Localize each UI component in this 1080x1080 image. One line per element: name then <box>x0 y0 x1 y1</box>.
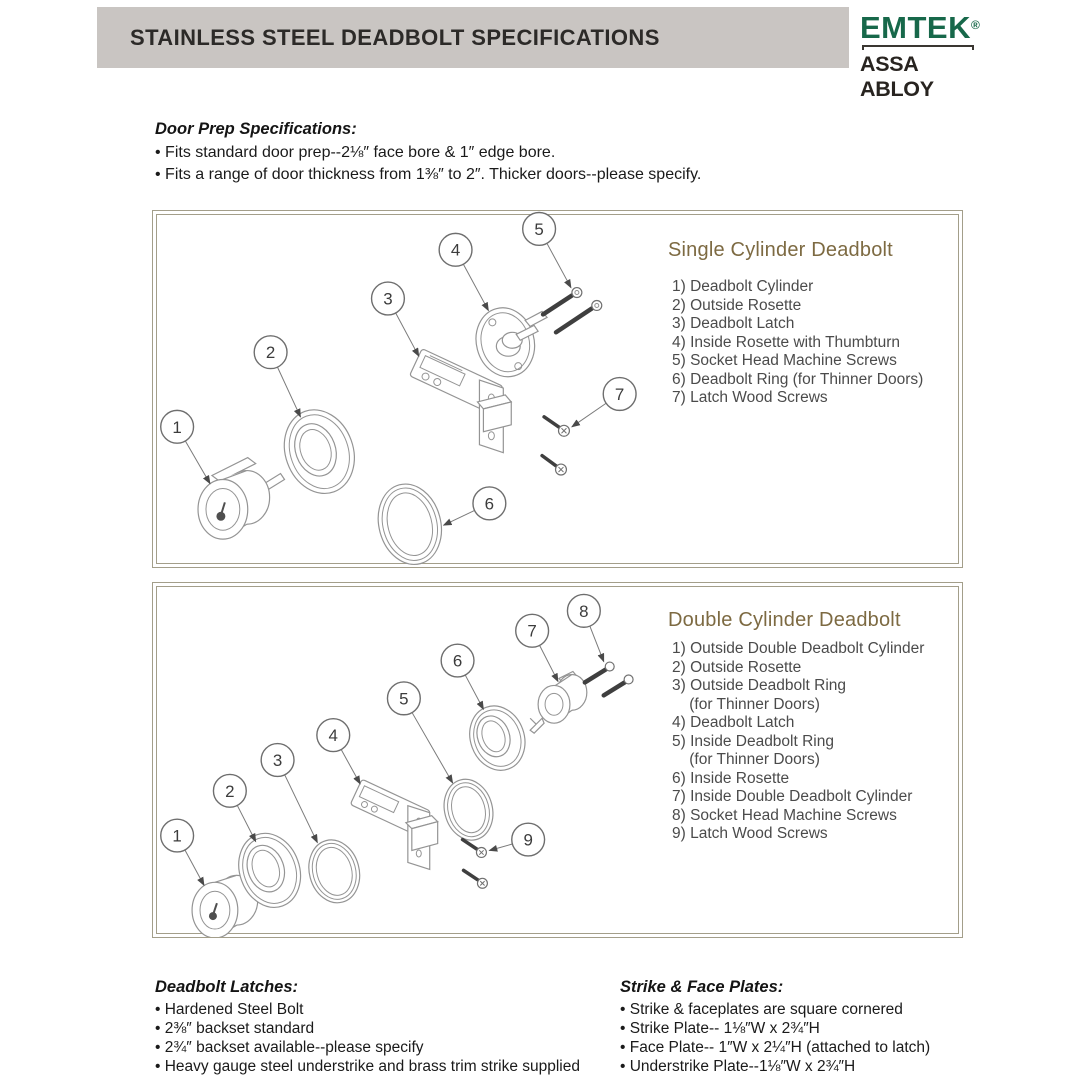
deadbolt-latches-heading: Deadbolt Latches: <box>155 978 299 996</box>
outside-rosette <box>273 400 366 503</box>
callout-leader-line <box>444 510 475 525</box>
callout-number: 8 <box>579 601 589 621</box>
list-line: 7) Latch Wood Screws <box>672 389 828 406</box>
door-prep-bullets <box>155 142 701 186</box>
list-line: 7) Inside Double Deadbolt Cylinder <box>672 788 913 805</box>
list-line: (for Thinner Doors) <box>672 695 820 713</box>
deadbolt-latch <box>350 779 437 869</box>
inside-double-cylinder <box>530 672 587 734</box>
callout-leader-line <box>489 844 512 850</box>
list-line: 3) Deadbolt Latch <box>672 315 795 332</box>
list-line: 2) Outside Rosette <box>672 296 802 314</box>
page-title: STAINLESS STEEL DEADBOLT SPECIFICATIONS <box>130 24 660 50</box>
callout-number: 6 <box>452 651 463 671</box>
callout-leader-line <box>277 367 300 417</box>
deadbolt-latches-bullets <box>155 1000 580 1076</box>
list-line: • Hardened Steel Bolt <box>155 1001 304 1018</box>
callout-leader-line <box>285 775 318 843</box>
callout-leader-line <box>590 626 604 661</box>
outside-deadbolt-ring <box>302 834 366 908</box>
list-line: 4) Inside Rosette with Thumbturn <box>672 333 901 351</box>
inside-rosette-thumbturn <box>468 301 547 383</box>
strike-face-plates-bullets <box>620 1000 930 1076</box>
list-line: • Strike & faceplates are square cornered <box>620 1001 903 1018</box>
list-line: • Heavy gauge steel understrike and brass trim strike supplied <box>155 1058 580 1075</box>
list-line: 4) Deadbolt Latch <box>672 714 795 731</box>
list-line: 8) Socket Head Machine Screws <box>672 806 897 824</box>
callout-leader-line <box>463 264 488 310</box>
door-prep-section <box>155 120 701 186</box>
assa-abloy-text: ASSA ABLOY <box>860 52 934 101</box>
header-bar <box>97 7 849 68</box>
single-cylinder-legend <box>668 239 958 408</box>
callout-leader-line <box>341 750 360 784</box>
list-line: 5) Socket Head Machine Screws <box>672 352 897 369</box>
callout-number: 7 <box>614 384 625 404</box>
callout-number: 4 <box>328 726 338 746</box>
callout-leader-line <box>396 313 419 356</box>
callout-number: 3 <box>383 289 393 309</box>
logo-bracket <box>862 45 974 50</box>
double-cylinder-title: Double Cylinder Deadbolt <box>668 609 901 631</box>
list-line: (for Thinner Doors) <box>672 751 820 768</box>
list-line: • Fits standard door prep--2⅛″ face bore & 1″ edge bore. <box>155 144 556 161</box>
callout-leader-line <box>547 243 571 287</box>
callout-number: 9 <box>523 830 533 850</box>
emtek-wordmark <box>860 12 990 43</box>
callout-number: 6 <box>484 494 495 514</box>
list-line: 5) Inside Deadbolt Ring <box>672 732 834 750</box>
list-line: 9) Latch Wood Screws <box>672 825 828 842</box>
single-cylinder-title: Single Cylinder Deadbolt <box>668 239 893 261</box>
callout-number: 5 <box>399 689 409 709</box>
latch-wood-screws <box>463 840 488 889</box>
callout-number: 2 <box>225 781 235 801</box>
callout-number: 4 <box>450 240 461 260</box>
callout-number: 7 <box>527 621 537 641</box>
list-line: 2) Outside Rosette <box>672 658 802 676</box>
list-line: • Face Plate-- 1″W x 2¼″H (attached to latch) <box>620 1039 931 1056</box>
list-line: • 2⅜″ backset standard <box>155 1020 315 1037</box>
brand-text: EMTEK <box>860 10 971 45</box>
callout-number: 1 <box>172 417 182 437</box>
callout-number: 5 <box>534 219 544 239</box>
registered-mark-icon: ® <box>971 18 981 32</box>
callout-leader-line <box>572 403 606 427</box>
strike-face-plates-section <box>620 978 930 1076</box>
double-cylinder-panel <box>152 582 963 938</box>
list-line: 3) Outside Deadbolt Ring <box>672 677 847 694</box>
callouts <box>161 594 604 885</box>
single-cylinder-parts-list <box>668 278 958 408</box>
list-line: • 2¾″ backset available--please specify <box>155 1039 424 1056</box>
callout-number: 3 <box>272 750 283 770</box>
callout-number: 1 <box>172 826 182 846</box>
double-cylinder-legend <box>668 609 958 844</box>
list-line: 6) Deadbolt Ring (for Thinner Doors) <box>672 370 924 388</box>
inside-deadbolt-ring <box>437 774 499 846</box>
deadbolt-cylinder <box>198 458 285 540</box>
list-line: • Fits a range of door thickness from 1⅜″ to 2″. Thicker doors--please specify. <box>155 166 702 183</box>
list-line: • Strike Plate-- 1⅛″W x 2¾″H <box>620 1020 820 1037</box>
callout-number: 2 <box>265 343 276 363</box>
deadbolt-ring <box>370 477 451 567</box>
single-cylinder-panel <box>152 210 963 568</box>
callout-leader-line <box>540 645 558 681</box>
double-cylinder-parts-list <box>668 640 958 844</box>
door-prep-heading: Door Prep Specifications: <box>155 120 357 138</box>
callout-leader-line <box>412 713 453 783</box>
callout-leader-line <box>465 675 483 709</box>
callout-leader-line <box>237 805 255 841</box>
emtek-logo <box>860 12 990 102</box>
callout-leader-line <box>185 850 204 885</box>
latch-wood-screws <box>542 417 569 475</box>
list-line: • Understrike Plate--1⅛″W x 2¾″H <box>620 1058 856 1075</box>
socket-head-machine-screws <box>543 288 602 333</box>
list-line: 6) Inside Rosette <box>672 769 790 787</box>
inside-rosette <box>461 698 534 778</box>
socket-head-machine-screws <box>585 662 633 695</box>
callout-leader-line <box>185 441 210 483</box>
list-line: 1) Outside Double Deadbolt Cylinder <box>672 640 925 657</box>
deadbolt-latches-section <box>155 978 580 1076</box>
strike-face-plates-heading: Strike & Face Plates: <box>620 978 784 996</box>
list-line: 1) Deadbolt Cylinder <box>672 278 814 295</box>
